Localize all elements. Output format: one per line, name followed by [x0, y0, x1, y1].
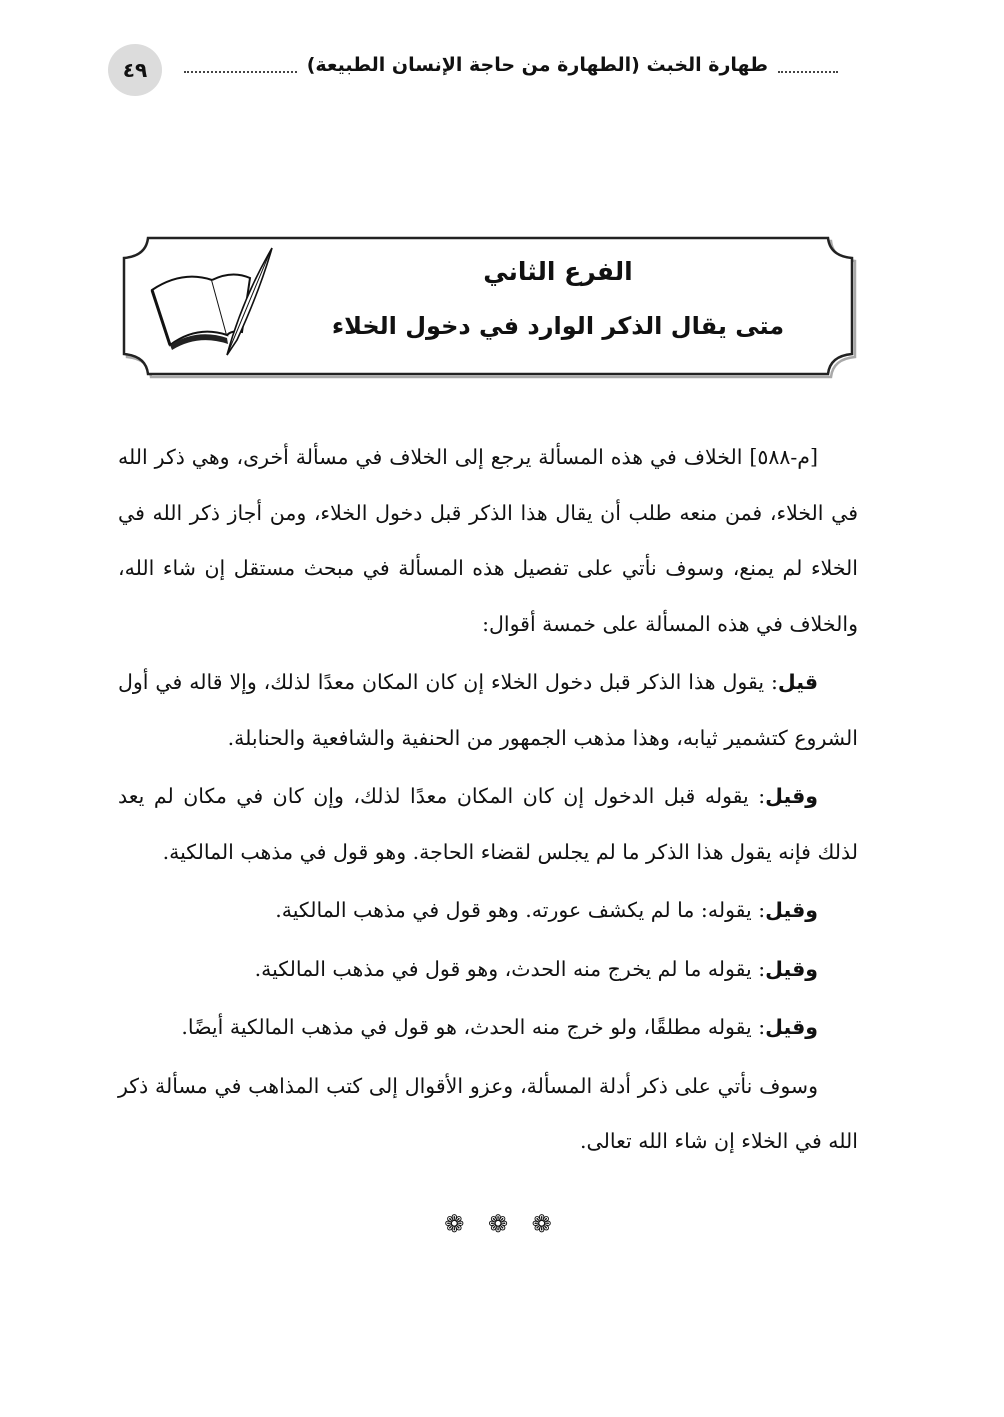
section-title: الفرع الثاني — [483, 257, 633, 286]
paragraph: وقيل: يقوله قبل الدخول إن كان المكان معدًا لذلك، وإن كان في مكان لم يعد لذلك فإنه يقول هذا الذكر ما لم يجلس لقضاء الحاجة. وهو قول في مذهب المالكية. — [118, 784, 858, 864]
section-title-frame — [118, 232, 858, 380]
book-quill-icon — [132, 240, 282, 360]
page-number: ٤٩ — [108, 44, 162, 96]
body-text — [118, 430, 858, 1173]
leader-dots — [778, 57, 838, 73]
paragraph: [م-٥٨٨] الخلاف في هذه المسألة يرجع إلى الخلاف في مسألة أخرى، وهي ذكر الله في الخلاء، فمن منعه طلب أن يقال هذا الذكر قبل دخول الخلاء، ومن أجاز ذكر الله في الخلاء لم يمنع، وسوف نأتي على تفصيل هذه المسألة في مبحث مستقل إن شاء الله، والخلاف في هذه المسألة على خمسة أقوال: — [118, 445, 858, 636]
paragraph: قيل: يقول هذا الذكر قبل دخول الخلاء إن كان المكان معدًا لذلك، وإلا قاله في أول الشروع كتشمير ثيابه، وهذا مذهب الجمهور من الحنفية والشافعية والحنابلة. — [118, 670, 858, 750]
section-heading — [288, 254, 828, 344]
paragraph: وقيل: يقوله مطلقًا، ولو خرج منه الحدث، هو قول في مذهب المالكية أيضًا. — [181, 1015, 818, 1039]
paragraph: وقيل: يقوله ما لم يخرج منه الحدث، وهو قول في مذهب المالكية. — [254, 956, 818, 981]
paragraph: وقيل: يقوله: ما لم يكشف عورته. وهو قول في مذهب المالكية. — [275, 898, 818, 922]
leader-dots — [184, 57, 297, 73]
page-header — [108, 40, 848, 100]
section-subtitle: متى يقال الذكر الوارد في دخول الخلاء — [331, 312, 785, 340]
paragraph: وسوف نأتي على ذكر أدلة المسألة، وعزو الأقوال إلى كتب المذاهب في مسألة ذكر الله في الخلاء إن شاء الله تعالى. — [118, 1073, 858, 1153]
running-title — [174, 54, 848, 76]
running-title-text: طهارة الخبث (الطهارة من حاجة الإنسان الطبيعة) — [306, 54, 768, 76]
section-end-ornament: ❁ ❁ ❁ — [444, 1210, 560, 1238]
